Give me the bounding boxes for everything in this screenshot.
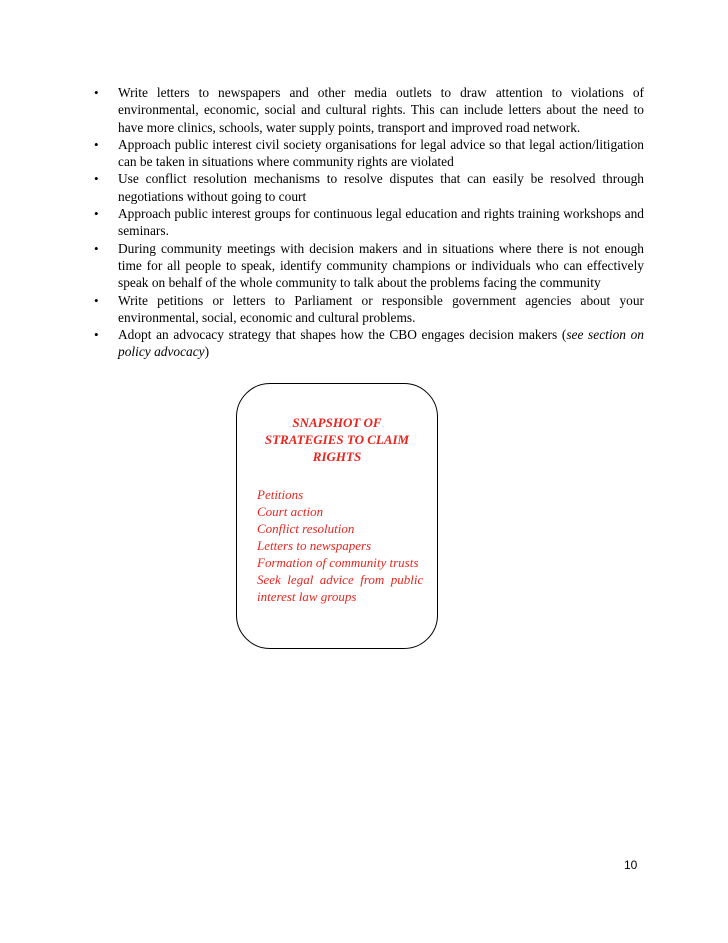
bullet-icon: •	[94, 171, 99, 187]
bullet-text: Approach public interest groups for continuous legal education and rights training workshops and seminars.	[118, 206, 644, 239]
list-item: Court action	[257, 504, 324, 519]
list-item	[94, 170, 644, 205]
snapshot-title-line: SNAPSHOT OF	[292, 415, 382, 430]
list-item: Seek legal advice from public	[257, 572, 424, 587]
snapshot-strategy-list	[257, 486, 423, 605]
list-item: Letters to newspapers	[257, 538, 372, 553]
bullet-icon: •	[94, 85, 99, 100]
snapshot-title	[237, 414, 437, 465]
list-item	[94, 205, 644, 240]
bullet-icon: •	[94, 292, 99, 308]
bullet-text: Use conflict resolution mechanisms to resolve disputes that can easily be resolved through negotiations without going to court	[118, 171, 644, 204]
list-item	[94, 136, 644, 171]
bullet-icon: •	[94, 206, 99, 222]
bullet-icon: •	[94, 136, 99, 152]
bullet-text-start: Adopt an advocacy strategy that shapes how the CBO engages decision makers (	[118, 327, 567, 343]
bullet-text: Write letters to newspapers and other media outlets to draw attention to violations of environmental, economic, social and cultural rights. This can include letters about the need to have more clinics, schools, water supply points, transport and improved road network.	[118, 85, 644, 135]
list-item: Formation of community trusts	[257, 555, 419, 570]
list-item	[94, 84, 644, 136]
bullet-icon: •	[94, 240, 99, 256]
bullet-text	[118, 326, 644, 361]
list-item	[94, 240, 644, 292]
page-number: 10	[624, 858, 638, 872]
bullet-text: Approach public interest civil society organisations for legal advice so that legal action/litigation can be taken in situations where community rights are violated	[118, 136, 644, 170]
list-item: interest law groups	[257, 589, 357, 604]
snapshot-box	[236, 383, 438, 649]
list-item	[94, 292, 644, 327]
list-item	[94, 326, 644, 361]
bullet-text: During community meetings with decision makers and in situations where there is not enough time for all people to speak, identify community champions or individuals who can effectively speak on behalf of the whole community to talk about the problems facing the community	[118, 240, 644, 291]
snapshot-title-line: STRATEGIES TO CLAIM	[264, 432, 410, 447]
policy-advocacy-reference: see section on policy advocacy	[118, 327, 645, 360]
bullet-text: Write petitions or letters to Parliament or responsible government agencies about your environmental, social, economic and cultural problems.	[118, 292, 644, 325]
list-item: Petitions	[257, 487, 304, 502]
bullet-icon: •	[94, 327, 99, 343]
list-item: Conflict resolution	[257, 521, 355, 536]
strategy-bullet-list	[94, 84, 644, 361]
bullet-text-end: )	[204, 344, 210, 360]
snapshot-title-line: RIGHTS	[312, 449, 362, 464]
